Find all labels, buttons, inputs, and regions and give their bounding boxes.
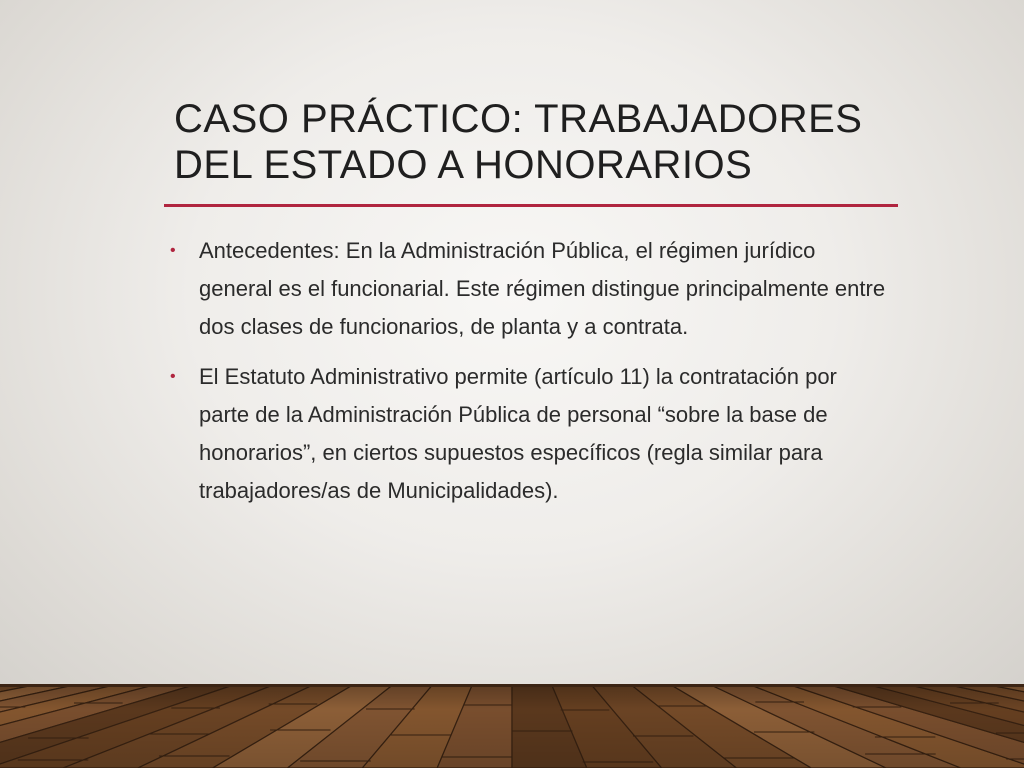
slide-title [174, 96, 894, 188]
bullet-text-antecedentes: Antecedentes: En la Administración Pública, el régimen jurídico general es el funcionarial. Este régimen distingue principalmente entre dos clases de funcionarios, de planta y a contrata. [199, 238, 886, 339]
bullet-text-estatuto: El Estatuto Administrativo permite (artículo 11) la contratación por parte de la Administración Pública de personal “sobre la base de honorarios”, en ciertos supuestos específicos (regla similar para trabajadores/as de Municipalidades). [199, 364, 837, 503]
bullet-dot-icon: • [170, 242, 176, 259]
bullet-item-estatuto [170, 358, 890, 510]
bullet-list [170, 232, 890, 522]
bullet-dot-icon: • [170, 368, 176, 385]
title-divider [164, 204, 898, 207]
bullet-item-antecedentes [170, 232, 890, 346]
slide-title-line-1: CASO PRÁCTICO: TRABAJADORES [174, 97, 863, 141]
slide-title-line-2: DEL ESTADO A HONORARIOS [174, 143, 753, 187]
wood-planks-image [0, 684, 1024, 768]
floor-edge [0, 684, 1024, 687]
wood-floor-decoration [0, 684, 1024, 768]
